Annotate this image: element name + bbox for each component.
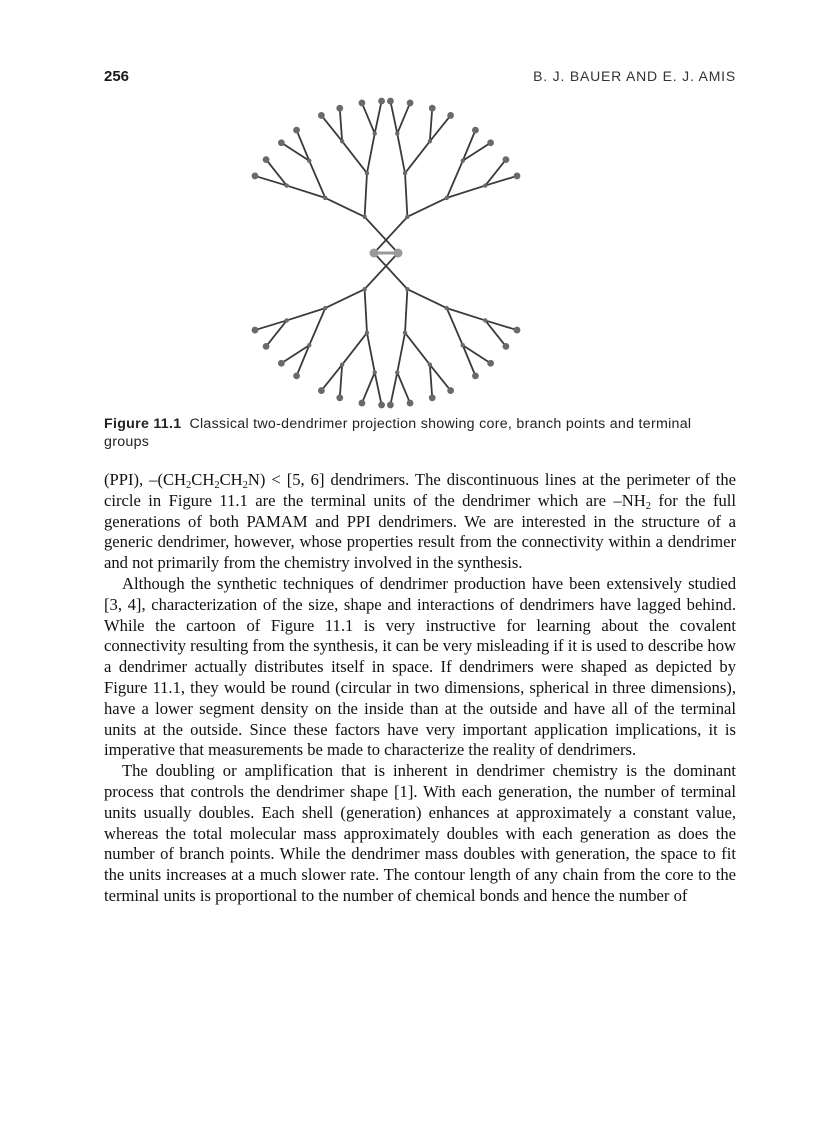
branch-bond [397, 134, 405, 174]
branch-point [307, 343, 311, 347]
branch-point [362, 215, 366, 219]
terminal-group [447, 112, 454, 119]
terminal-group [447, 387, 454, 394]
branch-bond [365, 217, 398, 253]
branch-point [403, 331, 407, 335]
figure-caption [104, 415, 736, 451]
branch-point [323, 306, 327, 310]
terminal-group [359, 400, 366, 407]
branch-point [365, 331, 369, 335]
branch-point [395, 131, 399, 135]
terminal-group [472, 373, 479, 380]
terminal-group [503, 156, 510, 163]
terminal-group [318, 112, 325, 119]
branch-point [461, 159, 465, 163]
branch-bond [374, 217, 407, 253]
terminal-group [378, 402, 385, 409]
body-text [104, 470, 736, 907]
terminal-group [487, 139, 494, 146]
branch-bond [430, 115, 451, 141]
branch-point [461, 343, 465, 347]
terminal-group [263, 343, 270, 350]
branch-point [395, 370, 399, 374]
branch-bond [342, 333, 367, 365]
branch-bond [287, 308, 326, 320]
terminal-group [359, 100, 366, 107]
terminal-group [514, 327, 521, 334]
terminal-group [429, 394, 436, 401]
branch-point [405, 287, 409, 291]
branch-point [445, 196, 449, 200]
terminal-group [252, 173, 259, 180]
branch-point [373, 131, 377, 135]
branch-bond [447, 308, 486, 320]
branch-bond [397, 333, 405, 373]
branch-point [428, 363, 432, 367]
terminal-group [278, 360, 285, 367]
branch-bond [390, 101, 397, 133]
terminal-group [378, 98, 385, 105]
dendrimer-diagram [208, 95, 564, 413]
branch-bond [287, 186, 326, 198]
terminal-group [407, 100, 414, 107]
terminal-group [293, 373, 300, 380]
terminal-group [293, 127, 300, 134]
page-header [104, 68, 736, 88]
branch-point [340, 363, 344, 367]
branch-point [403, 171, 407, 175]
terminal-group [336, 394, 343, 401]
branch-bond [447, 161, 463, 198]
branch-bond [309, 161, 325, 198]
figure-label: Figure 11.1 [104, 416, 182, 432]
branch-bond [430, 108, 432, 141]
branch-bond [340, 365, 342, 398]
paragraph-3: The doubling or amplification that is inherent in dendrimer chemistry is the dominant process that controls the dendrimer shape [1]. With each generation, the number of terminal units usually doubles. Each shell (generation) enhances at approximately a constant value, whereas the total molecular mass approximately doubles with each generation as does the number of branch points. While the dendrimer mass doubles with generation, the space to fit the units increases at a much slower rate. The contour length of any chain from the core to the terminal units is proportional to the number of chemical bonds and hence the number of [104, 761, 736, 905]
branch-point [445, 306, 449, 310]
branch-bond [430, 365, 451, 391]
branch-point [285, 183, 289, 187]
terminal-group [336, 105, 343, 112]
branch-bond [367, 333, 375, 373]
core-node [370, 249, 379, 258]
branch-bond [321, 115, 342, 141]
branch-bond [405, 333, 430, 365]
paragraph-2: Although the synthetic techniques of dendrimer production have been extensively studied [3, 4], characterization of the size, shape and interactions of dendrimers have lagged behind. While the cartoon of Figure 11.1 is very instructive for learning about the covalent connectivity resulting from the synthesis, it can be very misleading if it is used to describe how a dendrimer actually distributes itself in space. If dendrimers were shaped as depicted by Figure 11.1, they would be round (circular in two dimensions, spherical in three dimensions), have a lower segment density on the inside than at the outside and have all of the terminal units at the outside. Since these factors have very important application implications, it is imperative that measurements be made to characterize the reality of dendrimers. [104, 573, 736, 760]
branch-point [483, 318, 487, 322]
terminal-group [472, 127, 479, 134]
branch-point [362, 287, 366, 291]
branch-bond [340, 108, 342, 141]
branch-bond [365, 289, 367, 333]
terminal-group [387, 98, 394, 105]
terminal-group [278, 139, 285, 146]
branch-bond [309, 308, 325, 345]
branch-bond [390, 372, 397, 404]
branch-bond [365, 253, 398, 289]
branch-point [483, 183, 487, 187]
branch-point [405, 215, 409, 219]
running-head: B. J. BAUER AND E. J. AMIS [533, 68, 736, 84]
branch-bond [362, 372, 375, 403]
branch-point [285, 318, 289, 322]
dendrimer-figure [208, 95, 564, 413]
terminal-group [487, 360, 494, 367]
branch-bond [374, 253, 407, 289]
terminal-group [407, 400, 414, 407]
branch-bond [397, 372, 410, 403]
branch-bond [405, 289, 407, 333]
terminal-group [514, 173, 521, 180]
terminal-group [263, 156, 270, 163]
branch-bond [430, 365, 432, 398]
branch-bond [321, 365, 342, 391]
branch-point [323, 196, 327, 200]
terminal-group [503, 343, 510, 350]
branch-point [340, 139, 344, 143]
branch-bond [325, 198, 364, 217]
branch-bond [447, 308, 463, 345]
terminal-group [252, 327, 259, 334]
branch-bond [342, 141, 367, 173]
branch-bond [367, 134, 375, 174]
branch-bond [407, 198, 446, 217]
page-number: 256 [104, 68, 130, 85]
branch-bond [375, 101, 382, 133]
terminal-group [387, 402, 394, 409]
branch-bond [407, 289, 446, 308]
branch-bond [405, 173, 407, 217]
terminal-group [429, 105, 436, 112]
branch-bond [362, 103, 375, 134]
branch-point [307, 159, 311, 163]
branch-bond [447, 186, 486, 198]
branch-bond [375, 372, 382, 404]
branch-bond [405, 141, 430, 173]
branch-bond [365, 173, 367, 217]
branch-point [373, 370, 377, 374]
figure-caption-text: Classical two-dendrimer projection showing core, branch points and terminal groups [104, 416, 692, 450]
branch-point [365, 171, 369, 175]
branch-bond [325, 289, 364, 308]
branch-bond [397, 103, 410, 134]
branch-point [428, 139, 432, 143]
paragraph-1: (PPI), $-(CH_2CH_2CH_2N) < [5$, 6] dendrimers. The discontinuous lines at the perimeter of the circle in Figure 11.1 are the terminal units of the dendrimer which are $-NH_2$ for the full generations of both PAMAM and PPI dendrimers. We are interested in the structure of a generic dendrimer, however, whose properties result from the connectivity within a dendrimer and not primarily from the chemistry involved in the synthesis. [104, 470, 736, 573]
terminal-group [318, 387, 325, 394]
core-node [394, 249, 403, 258]
